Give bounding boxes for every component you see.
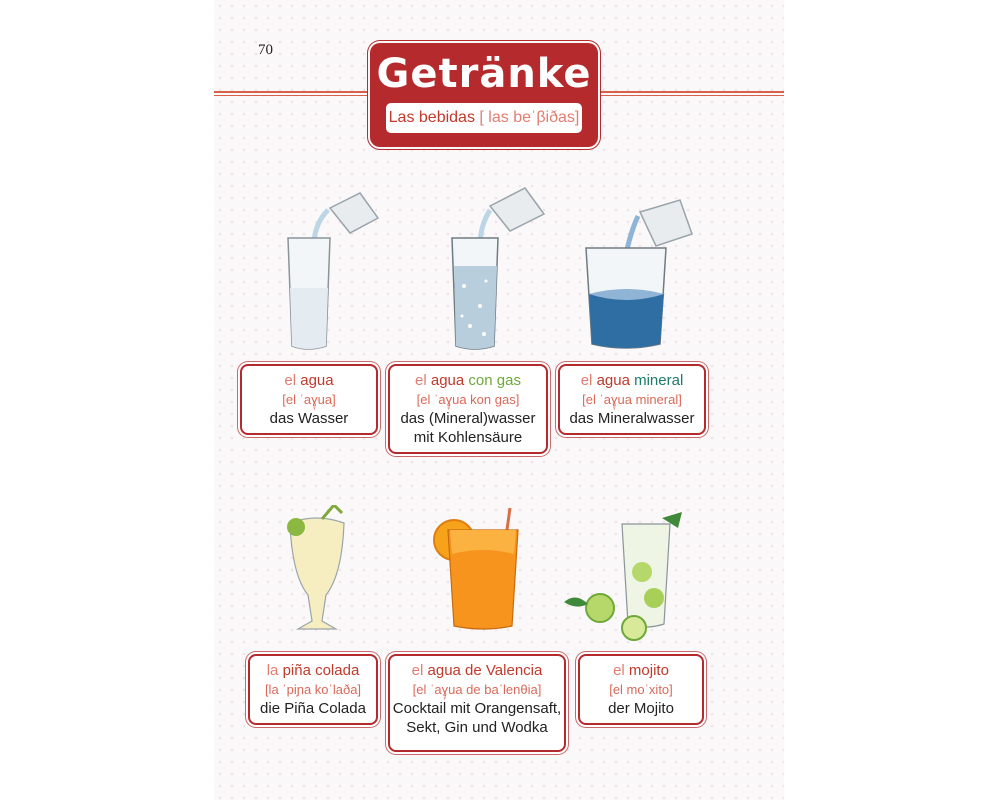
card-mojito xyxy=(578,654,704,725)
card-agua-de-valencia xyxy=(388,654,566,752)
translation: der Mojito xyxy=(608,700,674,717)
page-title: Getränke xyxy=(376,51,592,97)
title-banner xyxy=(370,43,598,147)
term: el agua de Valencia xyxy=(411,662,543,679)
pronunciation: [el moˈxito] xyxy=(609,682,673,697)
agua-de-valencia-illustration xyxy=(428,506,538,634)
pronunciation: [el ˈaɣ̞ua kon gas] xyxy=(416,392,520,407)
term: el agua mineral xyxy=(580,372,684,389)
mojito-illustration xyxy=(562,512,692,642)
subtitle xyxy=(386,103,582,133)
subtitle-term: Las bebidas xyxy=(388,109,475,126)
mineral-water-illustration xyxy=(580,194,700,359)
pronunciation: [la ˈpiɲa koˈlaða] xyxy=(264,682,362,697)
term: el agua con gas xyxy=(415,372,521,389)
pronunciation: [el ˈaɣ̞ua mineral] xyxy=(582,392,682,407)
translation: das Wasser xyxy=(269,410,349,427)
translation: das (Mineral)wasser xyxy=(400,410,536,427)
water-glass-illustration xyxy=(270,188,380,358)
translation-line2: mit Kohlensäure xyxy=(413,429,523,446)
sparkling-water-illustration xyxy=(440,186,550,356)
term: el agua xyxy=(284,372,334,389)
card-agua-mineral xyxy=(558,364,706,435)
pina-colada-illustration xyxy=(282,505,352,635)
translation: Cocktail mit Orangensaft, xyxy=(392,700,562,717)
translation: das Mineralwasser xyxy=(569,410,695,427)
pronunciation: [el ˈaɣ̞ua] xyxy=(282,392,336,407)
translation: die Piña Colada xyxy=(260,700,366,717)
translation-line2: Sekt, Gin und Wodka xyxy=(406,719,548,736)
subtitle-pron: [ las beˈβiðas] xyxy=(479,109,580,126)
term: el mojito xyxy=(613,662,669,679)
card-agua xyxy=(240,364,378,435)
card-pina-colada xyxy=(248,654,378,725)
term: la piña colada xyxy=(266,662,360,679)
card-agua-con-gas xyxy=(388,364,548,454)
pronunciation: [el ˈaɣ̞ua de baˈlenθia] xyxy=(412,682,542,697)
page-number: 70 xyxy=(258,42,273,58)
